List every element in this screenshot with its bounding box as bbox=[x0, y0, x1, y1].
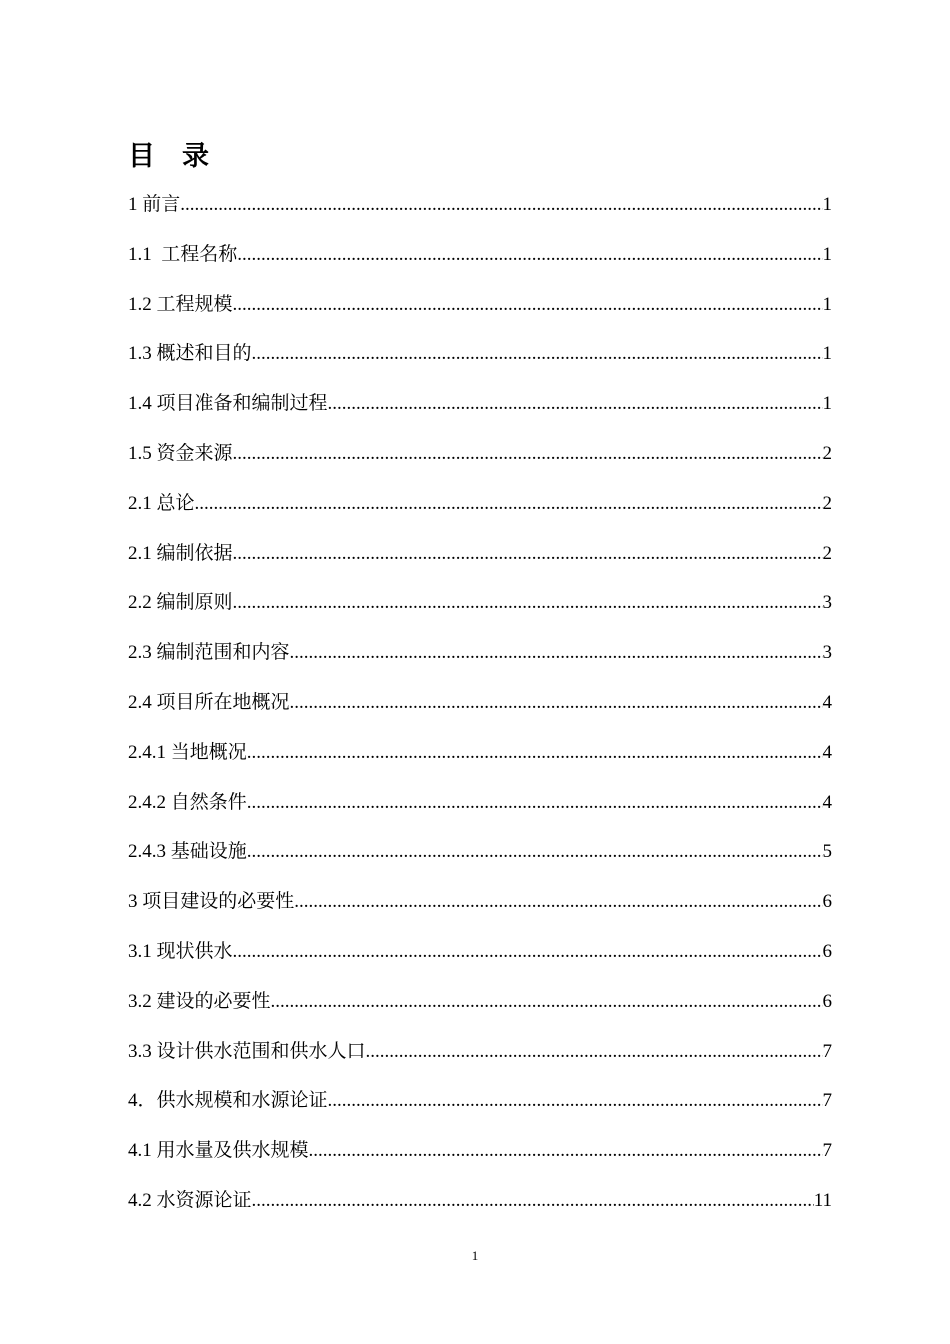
toc-leader-dots bbox=[271, 987, 823, 1017]
table-of-contents bbox=[128, 190, 832, 1236]
toc-entry-page: 6 bbox=[822, 940, 832, 962]
toc-entry-page: 1 bbox=[822, 393, 832, 415]
toc-entry[interactable] bbox=[128, 339, 832, 389]
toc-entry-label: 3.2 建设的必要性 bbox=[128, 990, 271, 1012]
toc-entry[interactable] bbox=[128, 638, 832, 688]
toc-entry-page: 4 bbox=[822, 741, 832, 763]
toc-entry[interactable] bbox=[128, 688, 832, 738]
toc-title: 目 录 bbox=[128, 141, 209, 171]
toc-entry[interactable] bbox=[128, 1086, 832, 1136]
toc-entry[interactable] bbox=[128, 439, 832, 489]
toc-leader-dots bbox=[247, 738, 823, 768]
toc-entry-page: 7 bbox=[822, 1040, 832, 1062]
toc-entry-label: 3 项目建设的必要性 bbox=[128, 891, 295, 913]
toc-leader-dots bbox=[195, 489, 823, 519]
toc-entry-page: 11 bbox=[813, 1189, 832, 1211]
toc-entry-label: 2.3 编制范围和内容 bbox=[128, 642, 290, 664]
toc-leader-dots bbox=[328, 389, 823, 419]
toc-entry-label: 1.5 资金来源 bbox=[128, 442, 233, 464]
page-number: 1 bbox=[471, 1248, 479, 1263]
toc-leader-dots bbox=[233, 290, 823, 320]
toc-entry-page: 7 bbox=[822, 1090, 832, 1112]
toc-entry-label: 1.3 概述和目的 bbox=[128, 343, 252, 365]
toc-leader-dots bbox=[247, 837, 823, 867]
toc-entry[interactable] bbox=[128, 389, 832, 439]
toc-entry[interactable] bbox=[128, 788, 832, 838]
toc-entry[interactable] bbox=[128, 987, 832, 1037]
toc-leader-dots bbox=[252, 339, 823, 369]
toc-entry-page: 1 bbox=[822, 293, 832, 315]
toc-entry-label: 2.4.1 当地概况 bbox=[128, 741, 247, 763]
toc-entry-label: 2.2 编制原则 bbox=[128, 592, 233, 614]
toc-entry[interactable] bbox=[128, 1136, 832, 1186]
toc-entry[interactable] bbox=[128, 837, 832, 887]
toc-entry-page: 3 bbox=[822, 642, 832, 664]
toc-entry-label: 1 前言 bbox=[128, 194, 181, 215]
toc-leader-dots bbox=[233, 937, 823, 967]
toc-entry-page: 7 bbox=[822, 1140, 832, 1162]
toc-leader-dots bbox=[233, 439, 823, 469]
toc-leader-dots bbox=[237, 240, 822, 270]
toc-entry[interactable] bbox=[128, 290, 832, 340]
toc-entry-page: 6 bbox=[822, 990, 832, 1012]
toc-entry-label: 3.1 现状供水 bbox=[128, 940, 233, 962]
toc-entry[interactable] bbox=[128, 240, 832, 290]
toc-leader-dots bbox=[294, 887, 822, 917]
toc-entry-page: 3 bbox=[822, 592, 832, 614]
toc-entry[interactable] bbox=[128, 937, 832, 987]
toc-entry-page: 1 bbox=[822, 194, 832, 215]
toc-entry[interactable] bbox=[128, 539, 832, 589]
toc-entry-page: 6 bbox=[822, 891, 832, 913]
toc-leader-dots bbox=[309, 1136, 823, 1166]
toc-entry-page: 1 bbox=[822, 343, 832, 365]
toc-entry-page: 4 bbox=[822, 791, 832, 813]
toc-entry-label: 2.1 编制依据 bbox=[128, 542, 233, 564]
toc-entry-label: 2.4.3 基础设施 bbox=[128, 841, 247, 863]
toc-entry[interactable] bbox=[128, 1186, 832, 1236]
toc-entry[interactable] bbox=[128, 190, 832, 240]
toc-entry[interactable] bbox=[128, 887, 832, 937]
toc-entry-label: 3.3 设计供水范围和供水人口 bbox=[128, 1040, 366, 1062]
toc-entry[interactable] bbox=[128, 588, 832, 638]
toc-entry-page: 4 bbox=[822, 691, 832, 713]
toc-entry[interactable] bbox=[128, 738, 832, 788]
toc-entry-label: 1.1 工程名称 bbox=[128, 243, 238, 265]
toc-entry-page: 1 bbox=[822, 243, 832, 265]
toc-leader-dots bbox=[366, 1037, 823, 1067]
toc-entry[interactable] bbox=[128, 489, 832, 539]
toc-leader-dots bbox=[290, 688, 823, 718]
toc-leader-dots bbox=[290, 638, 823, 668]
toc-leader-dots bbox=[233, 588, 823, 618]
toc-entry-label: 4．供水规模和水源论证 bbox=[128, 1090, 328, 1112]
toc-entry-label: 2.4 项目所在地概况 bbox=[128, 691, 290, 713]
toc-entry-label: 2.1 总论 bbox=[128, 492, 195, 514]
toc-leader-dots bbox=[247, 788, 823, 818]
toc-leader-dots bbox=[180, 190, 822, 220]
toc-entry-page: 2 bbox=[822, 442, 832, 464]
toc-entry-page: 2 bbox=[822, 492, 832, 514]
toc-entry-label: 4.2 水资源论证 bbox=[128, 1189, 252, 1211]
toc-entry-label: 4.1 用水量及供水规模 bbox=[128, 1140, 309, 1162]
toc-entry-label: 1.4 项目准备和编制过程 bbox=[128, 393, 328, 415]
toc-leader-dots bbox=[328, 1086, 823, 1116]
toc-leader-dots bbox=[252, 1186, 814, 1216]
toc-entry[interactable] bbox=[128, 1037, 832, 1087]
toc-leader-dots bbox=[233, 539, 823, 569]
toc-entry-label: 1.2 工程规模 bbox=[128, 293, 233, 315]
toc-entry-page: 2 bbox=[822, 542, 832, 564]
toc-entry-label: 2.4.2 自然条件 bbox=[128, 791, 247, 813]
toc-entry-page: 5 bbox=[822, 841, 832, 863]
